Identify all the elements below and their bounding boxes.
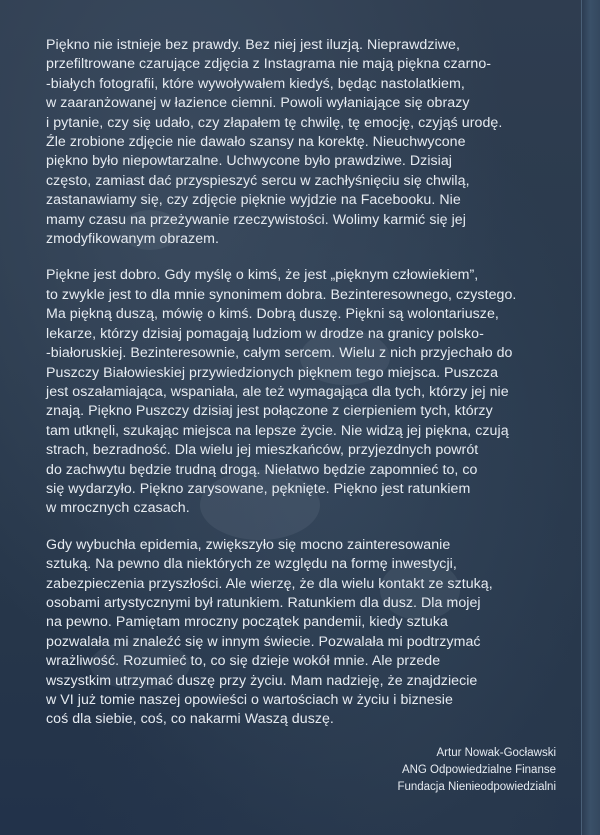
text-line: w VI już tomie naszej opowieści o wartościach w życiu i biznesie <box>46 692 453 708</box>
text-line: strach, bezradność. Dla wielu jej mieszkańców, przyjezdnych powrót <box>46 442 479 459</box>
text-line: się wydarzyło. Piękno zarysowane, pęknięte. Piękno jest ratunkiem <box>46 480 471 497</box>
text-line: coś dla siebie, coś, co nakarmi Waszą duszę. <box>46 711 334 728</box>
text-line: osobami artystycznymi był ratunkiem. Ratunkiem dla dusz. Dla mojej <box>46 594 481 611</box>
text-line: -białych fotografii, które wywoływałem kiedyś, będąc nastolatkiem, <box>46 75 465 92</box>
paragraph-3 <box>46 536 574 730</box>
author-foundation: Fundacja Nienieodpowiedzialni <box>397 781 556 793</box>
paragraph-1 <box>46 36 574 249</box>
text-line: piękno było niepowtarzalne. Uchwycone było prawdziwe. Dzisiaj <box>46 153 453 170</box>
paragraph-2 <box>46 266 574 518</box>
text-line: zmodyfikowanym obrazem. <box>46 231 220 248</box>
text-line: zastanawiamy się, czy zdjęcie pięknie wyjdzie na Facebooku. Nie <box>46 192 461 209</box>
text-line: pozwalała mi znaleźć się w innym świecie. Pozwalała mi podtrzymać <box>46 633 481 650</box>
text-line: do zachwytu będzie trudną drogą. Niełatwo będzie zapomnieć to, co <box>46 461 478 478</box>
text-line: znają. Piękno Puszczy dzisiaj jest połączone z cierpieniem tych, którzy <box>46 403 493 420</box>
text-line: jest oszałamiająca, wspaniała, ale też wymagająca dla tych, którzy jej nie <box>46 383 509 400</box>
text-line: to zwykle jest to dla mnie synonimem dobra. Bezinteresownego, czystego. <box>46 286 517 303</box>
text-line: Źle zrobione zdjęcie nie dawało szansy na korektę. Nieuchwycone <box>46 134 466 151</box>
text-line: wszystkim utrzymać duszę przy życiu. Mam nadzieję, że znajdziecie <box>46 672 478 689</box>
text-line: sztuką. Na pewno dla niektórych ze względu na formę inwestycji, <box>46 556 457 573</box>
text-line: Piękne jest dobro. Gdy myślę o kimś, że jest „pięknym człowiekiem”, <box>46 267 479 284</box>
text-line: i pytanie, czy się udało, czy złapałem tę chwilę, tę emocję, czyjąś urodę. <box>46 114 503 131</box>
author-company: ANG Odpowiedzialne Finanse <box>401 764 556 776</box>
text-line: przefiltrowane czarujące zdjęcia z Instagrama nie mają piękna czarno- <box>46 56 492 73</box>
book-spine-edge <box>581 0 600 835</box>
text-line: w mrocznych czasach. <box>46 500 190 517</box>
text-line: mamy czasu na przeżywanie rzeczywistości. Wolimy karmić się jej <box>46 211 466 228</box>
author-signature <box>397 745 556 796</box>
text-line: Gdy wybuchła epidemia, zwiększyło się mocno zainteresowanie <box>46 536 451 553</box>
text-line: w zaaranżowanej w łazience ciemni. Powoli wyłaniające się obrazy <box>46 95 470 112</box>
text-line: Puszczy Białowieskiej przywiedzionych pięknem tego miejsca. Puszcza <box>46 364 499 381</box>
text-line: zabezpieczenia przyszłości. Ale wierzę, że dla wielu kontakt ze sztuką, <box>46 575 493 592</box>
text-line: wrażliwość. Rozumieć to, co się dzieje wokół mnie. Ale przede <box>46 653 441 670</box>
text-line: na pewno. Pamiętam mroczny początek pandemii, kiedy sztuka <box>46 614 448 631</box>
text-line: tam utknęli, szukając miejsca na lepsze życie. Nie widzą jej piękna, czują <box>46 422 509 439</box>
text-line: często, zamiast dać przyspieszyć sercu w zachłyśnięciu się chwilą, <box>46 172 470 189</box>
blurb-text <box>46 36 574 747</box>
text-line: -białoruskiej. Bezinteresownie, całym sercem. Wielu z nich przyjechało do <box>46 345 513 362</box>
text-line: Piękno nie istnieje bez prawdy. Bez niej jest iluzją. Nieprawdziwe, <box>46 37 460 53</box>
author-name: Artur Nowak-Gocławski <box>436 747 556 759</box>
text-line: lekarze, którzy dzisiaj pomagają ludziom w drodze na granicy polsko- <box>46 325 484 342</box>
text-line: Ma piękną duszą, mówię o kimś. Dobrą duszę. Piękni są wolontariusze, <box>46 306 499 323</box>
